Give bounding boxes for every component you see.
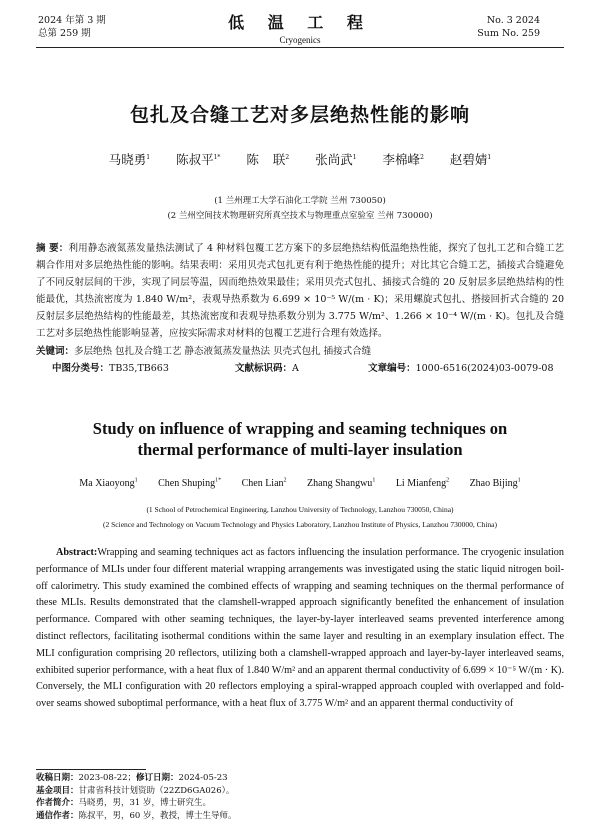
header-rule <box>36 47 564 48</box>
doc-code-label: 文献标识码： <box>235 363 293 374</box>
footnote-author-bio: 作者简介：马晓勇，男，31 岁，博士研究生。 <box>36 798 212 808</box>
abstract-label-en: Abstract: <box>56 547 98 558</box>
abstract-cn <box>36 240 564 342</box>
abstract-label-cn: 摘 要： <box>36 243 69 254</box>
author-cn: 张尚武$^1$ <box>315 152 357 167</box>
paper-title-cn: 包扎及合缝工艺对多层绝热性能的影响 <box>129 104 470 126</box>
clc-value: TB35,TB663 <box>109 363 169 374</box>
author-en: Li Mianfeng$^2$ <box>395 477 450 489</box>
author-cn: 李棉峰$^2$ <box>382 152 424 167</box>
classification-line <box>52 360 564 374</box>
article-number-label: 文章编号： <box>368 363 416 374</box>
affiliation-cn-1: (1 兰州理工大学石油化工学院 兰州 730050) <box>214 196 386 206</box>
journal-title-en: Cryogenics <box>279 35 321 45</box>
affiliations-en <box>0 502 600 532</box>
affiliation-en-2: (2 Science and Technology on Vacuum Technology and Physics Laboratory, Lanzhou Institute of Physics, Lanzhou 730000, China) <box>102 520 497 529</box>
keywords-text-cn: 多层绝热 包扎及合缝工艺 静态液氮蒸发量热法 贝壳式包扎 插接式合缝 <box>74 346 372 357</box>
issue-number-en: No. 3 2024 <box>486 15 540 26</box>
author-en: Ma Xiaoyong$^1$ <box>79 477 138 489</box>
author-list-cn <box>0 150 600 168</box>
journal-title-cn: 低 温 工 程 <box>228 13 372 32</box>
doc-code-value: A <box>292 363 299 374</box>
author-en: Zhao Bijing$^1$ <box>469 477 521 489</box>
author-list-en <box>0 478 600 489</box>
affiliation-cn-2: (2 兰州空间技术物理研究所真空技术与物理重点室验室 兰州 730000) <box>167 211 433 221</box>
abstract-en <box>36 545 564 713</box>
affiliation-en-1: (1 School of Petrochemical Engineering, Lanzhou University of Technology, Lanzhou 730050, China) <box>146 505 454 514</box>
paper-title-en-line2: thermal performance of multi-layer insulation <box>137 440 463 459</box>
author-cn: 赵碧婧$^1$ <box>449 152 492 167</box>
author-cn: 马晓勇$^1$ <box>108 152 151 167</box>
issue-sum-en: Sum No. 259 <box>477 28 540 39</box>
author-cn: 陈 联$^2$ <box>246 152 290 167</box>
author-en: Chen Shuping$^{1*}$ <box>158 477 222 489</box>
footnote-dates: 收稿日期：2023-08-22；修订日期：2024-05-23 <box>36 773 228 783</box>
keywords-cn <box>36 343 371 357</box>
abstract-text-en: Wrapping and seaming techniques act as factors influencing the insulation performance. The cryogenic insulation performance of MLIs under four different material wrapping arrangements was investigated using the static liquid nitrogen boil-off calorimetry. This study examined the combined effects of wrapping and seaming techniques on the thermal performance of these MLIs. Results demonstrated that the clamshell-wrapped approach significantly benefited the enhancement of insulation performance. Compared with other seaming techniques, the layer-by-layer interleaved seams prevented interference among distinct reflectors, facilitating isothermal conditions within the same layer and resulting in an exemplary insulation effect. The MLI configuration comprising 20 reflectors, utilizing both a clamshell-wrapped approach and layer-by-layer interleaved seams, exhibited superior performance, with a heat flux of 1.840 W/m² and an apparent thermal conductivity of 6.699 × 10⁻⁵ W/(m · K). Conversely, the MLI configuration with 20 reflectors employing a spiral-wrapped approach coupled with overlapped and fold-over seams showed suboptimal performance, with a heat flux of 3.775 W/m² and an apparent thermal conductivity of <box>36 547 564 710</box>
paper-title-en-line1: Study on influence of wrapping and seaming techniques on <box>92 419 508 438</box>
clc-label: 中图分类号： <box>52 363 110 374</box>
footnote-funding: 基金项目：甘肃省科技计划资助（22ZD6GA026）。 <box>36 785 235 796</box>
footnote-rule <box>36 769 146 770</box>
author-cn: 陈叔平$^{1*}$ <box>176 152 221 167</box>
affiliations-cn <box>0 194 600 224</box>
paper-title-en <box>0 418 600 460</box>
abstract-text-cn: 利用静态液氮蒸发量热法测试了 4 种材料包覆工艺方案下的多层绝热结构低温绝热性能，探究了包扎工艺和合缝工艺耦合作用对多层绝热性能的影响。结果表明：采用贝壳式包扎更有利于绝热性能的提升；对比其它合缝工艺，插接式合缝避免了不同反射层间的干涉，实现了同层等温，因而绝热效果最佳；采用贝壳式包扎、插接式合缝的 20 反射层多层绝热结构的性能最优，其热流密度为 1.840 W/m²，表观导热系数为 6.699 × 10⁻⁵ W/(m · K)；采用螺旋式包扎、搭接回折式合缝的 20 反射层多层绝热结构的性能最差，其热流密度和表观导热系数分别为 3.775 W/m²、1.266 × 10⁻⁴ W/(m · K)。包扎及合缝工艺对多层绝热性能影响显著，应按实际需求对材料的包覆工艺进行合理有效选择。 <box>36 243 565 339</box>
keywords-label-cn: 关键词： <box>36 346 75 357</box>
footnote-corresponding: 通信作者：陈叔平，男，60 岁，教授，博士生导师。 <box>36 810 237 821</box>
author-en: Zhang Shangwu$^1$ <box>307 477 376 489</box>
issue-year-number: 2024 年第 3 期 <box>38 15 106 26</box>
footnotes <box>36 772 237 822</box>
issue-total-number: 总第 259 期 <box>38 28 91 39</box>
issue-info-right <box>477 14 540 40</box>
article-number-value: 1000-6516(2024)03-0079-08 <box>415 363 554 374</box>
author-en: Chen Lian$^2$ <box>241 477 287 489</box>
